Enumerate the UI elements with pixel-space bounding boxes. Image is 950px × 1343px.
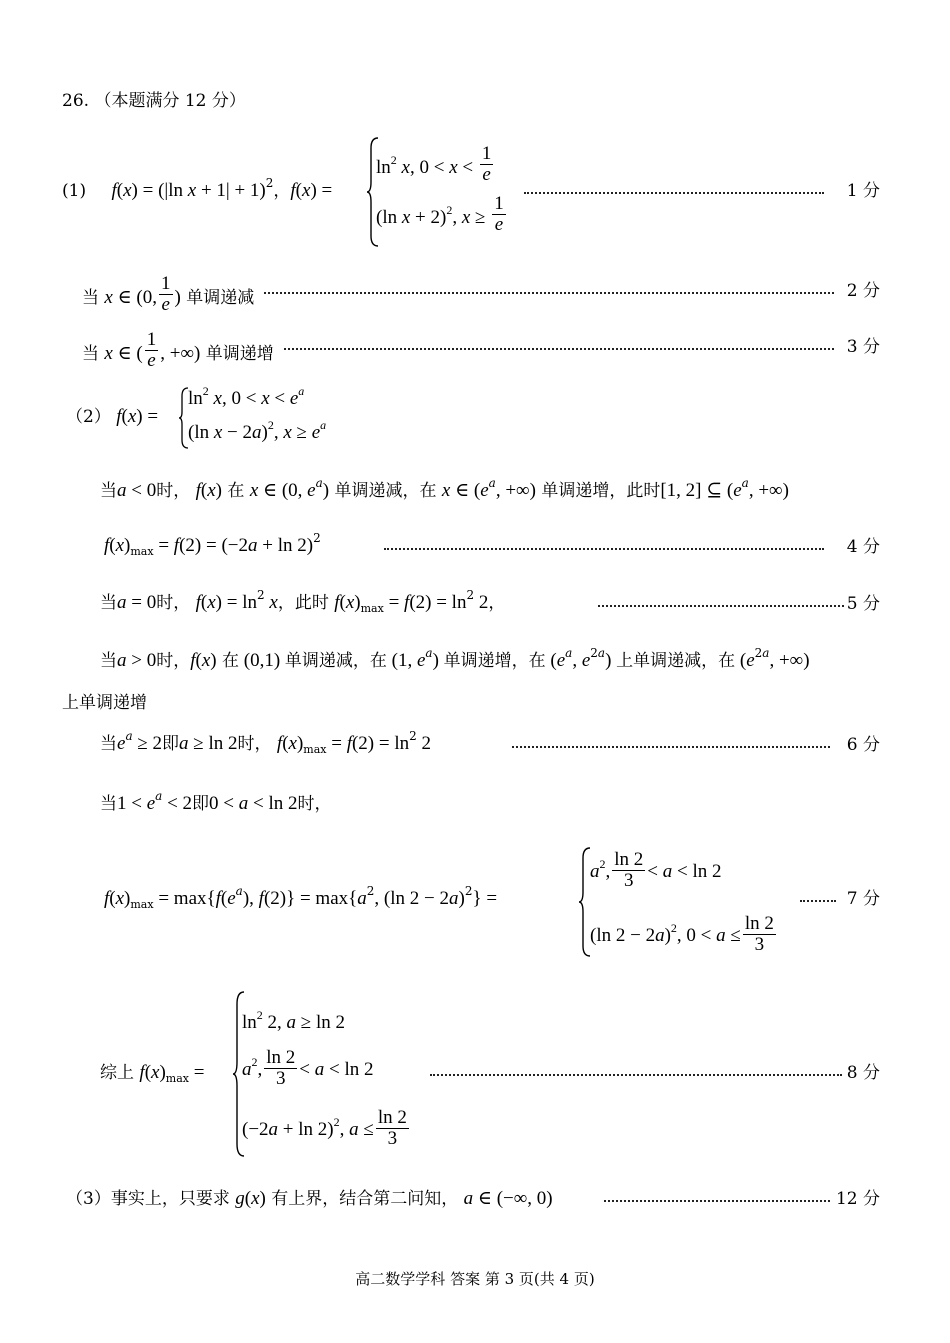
- dots-leader: [598, 605, 844, 607]
- problem-number: 26.: [62, 91, 90, 111]
- fmax-a-negative: $f(x)_{max} = f(2) = (-2a + \ln 2)^2$: [104, 531, 321, 558]
- summary-case2: $a^2$, $\frac{\ln 2}{3}$ < a < ln 2: [242, 1047, 374, 1089]
- part2-label: （2）: [66, 407, 111, 427]
- case-a-positive: 当a > 0时，f(x) 在 (0,1) 单调递减，在 (1, $e^a$) 单调递增，在 ($e^a$, $e^{2a}$) 上单调递减，在 ($e^{2a}$, +∞): [100, 646, 810, 671]
- part2-case2: (ln x − 2a)$^2$, $x \ge e^a$: [188, 418, 327, 443]
- case-ea-between: 当$1 < e^a < 2$即0 < a < ln 2时，: [100, 789, 332, 814]
- dots-leader: [430, 1074, 842, 1076]
- part1-case1: $\ln^2 x$, 0 < x < $\frac{1}{e}$: [376, 143, 492, 185]
- part1-increasing: 当 x ∈ ( $\frac{1}{e}$ , +∞) 单调递增: [82, 329, 274, 371]
- dots-leader: [384, 548, 824, 550]
- score-8: 8 分: [846, 1063, 880, 1083]
- summary-case1: $\ln^2 2$, a ≥ ln 2: [242, 1008, 345, 1033]
- part3-label: （3）: [66, 1189, 111, 1209]
- part2-definition: （2） f(x) =: [66, 406, 159, 427]
- case-a-zero: 当a = 0时， $f(x) = \ln^2 x$，此时 $f(x)_{max} = f(2) = \ln^2 2$，: [100, 588, 506, 615]
- score-12: 12 分: [835, 1189, 880, 1209]
- summary-label: 综上 $f(x)_{max}$ =: [100, 1062, 205, 1085]
- dots-leader: [264, 292, 834, 294]
- score-6: 6 分: [846, 735, 880, 755]
- score-4: 4 分: [846, 537, 880, 557]
- case-a-positive-cont: 上单调递增: [62, 693, 147, 713]
- problem-header: [62, 90, 246, 112]
- part2-case1: $\ln^2 x$, $0 < x < e^a$: [188, 384, 305, 409]
- part3-text: （3）事实上，只要求 g(x) 有上界，结合第二问知， a ∈ (−∞, 0): [66, 1188, 553, 1209]
- case-ea-ge-2: 当$e^a \ge 2$即a ≥ ln 2时， $f(x)_{max} = f(2) = \ln^2 2$: [100, 729, 432, 756]
- part1-decreasing: 当 x ∈ (0, $\frac{1}{e}$ ) 单调递减: [82, 273, 255, 315]
- dots-leader: [284, 348, 834, 350]
- part1-definition: (1) f(x) = (|ln x + 1| + 1)$^2$，f(x) =: [62, 176, 333, 201]
- dots-leader: [512, 746, 830, 748]
- fmax-case1: $a^2$, $\frac{\ln 2}{3}$ < a < ln 2: [590, 849, 722, 891]
- part1-case2: (ln x + 2)$^2$, x ≥ $\frac{1}{e}$: [376, 193, 504, 235]
- summary-case3: $(-2a + \ln 2)^2$, a ≤ $\frac{\ln 2}{3}$: [242, 1107, 407, 1149]
- fmax-case2: (ln 2 − 2a)$^2$, 0 < a ≤ $\frac{\ln 2}{3}$: [590, 913, 774, 955]
- score-1: 1 分: [846, 181, 880, 201]
- page-footer: 高二数学学科 答案 第 3 页(共 4 页): [355, 1270, 595, 1288]
- problem-points: （本题满分 12 分）: [94, 91, 246, 111]
- part1-label: (1): [62, 181, 87, 201]
- score-5: 5 分: [846, 594, 880, 614]
- fmax-max-expression: $f(x)_{max} = \max\{f(e^a)$, $f(2)\} = \max\{a^2$, (ln 2 − 2a)$^2$} =: [104, 884, 498, 911]
- dots-leader: [800, 900, 836, 902]
- score-2: 2 分: [846, 281, 880, 301]
- case-a-negative: 当a < 0时， f(x) 在 x ∈ (0, $e^a$) 单调递减，在 x ∈ ($e^a$, +∞) 单调递增，此时[1, 2] ⊆ ($e^a$, +∞): [100, 476, 789, 501]
- score-7: 7 分: [846, 889, 880, 909]
- dots-leader: [524, 192, 824, 194]
- dots-leader: [604, 1200, 830, 1202]
- score-3: 3 分: [846, 337, 880, 357]
